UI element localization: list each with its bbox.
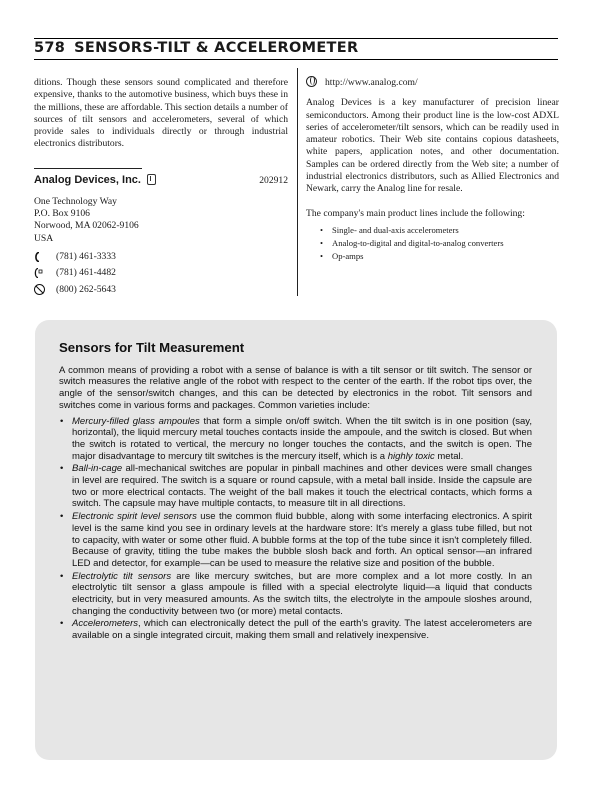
sidebar-content (59, 342, 532, 643)
vendor-rule (34, 168, 142, 169)
item-term: Accelerometers (72, 618, 138, 630)
toll-free-contact (34, 284, 288, 296)
item-term: Electrolytic tilt sensors (72, 570, 172, 582)
fax-contact (34, 267, 288, 279)
item-emphasis: highly toxic (387, 450, 435, 462)
list-item: • Single- and dual-axis accelerometers (332, 224, 559, 237)
website-url[interactable]: http://www.analog.com/ (325, 77, 418, 88)
address-line: USA (34, 232, 54, 244)
phone-icon (34, 252, 56, 262)
list-item: • Accelerometers, which can electronically detect the pull of the earth's gravity. The latest accelerometers are available on a single integrated circuit, making them small and relatively inexpensive. (72, 618, 532, 641)
globe-icon (306, 76, 317, 87)
website-line (306, 77, 559, 89)
address-line: Norwood, MA 02062-9106 (34, 220, 139, 232)
list-item: • Ball-in-cage all-mechanical switches are popular in pinball machines and other devices were small changes in level are required. The switch is a square or round capsule, with a metal ball inside. Inside the capsule are two or more electrical contacts. The weight of the ball makes it touch the electrical contacts, which forms a switch. The capsule may have multiple contacts, to measure tilt in all directions. (72, 463, 532, 510)
list-item: • Electronic spirit level sensors use the common fluid bubble, along with some interfacing electronics. A spirit level is the same kind you see in ordinary levels at the hardware store: It's merely a glass tube filled, but not to capacity, with water or some other fluid. A bubble forms at the top of the tube since it isn't completely filled. Because of gravity, titling the tube makes the bubble slosh back and forth. An optical sensor—an infrared LED and detector, for example—can be used to measure the relative size and position of the bubble. (72, 511, 532, 570)
header-bottom-rule (34, 59, 558, 60)
list-item: • Op-amps (332, 250, 559, 263)
left-column (34, 77, 288, 296)
list-item: • Electrolytic tilt sensors are like mercury switches, but are more complex and a lot more costly. In an electrolytic tilt sensor a glass ampoule is filled with a special electrolyte liquid—a liquid that conducts electricity, but in very measured amounts. As the switch tilts, the electrolyte in the ampoule sloshes around, changing the conductivity between two (or more) metal contacts. (72, 571, 532, 618)
building-icon (147, 174, 156, 185)
vendor-address (34, 196, 288, 245)
toll-free-icon (34, 284, 45, 295)
phone-number: (781) 461-3333 (56, 250, 116, 262)
sidebar-title: Sensors for Tilt Measurement (59, 340, 245, 355)
item-term: Electronic spirit level sensors (72, 511, 197, 523)
sidebar-box (35, 320, 557, 760)
vendor-code: 202912 (259, 174, 288, 186)
header-title-line (34, 40, 358, 56)
intro-paragraph: ditions. Though these sensors sound complicated and therefore expensive, thanks to the automotive business, which buys these in the millions, these are affordable. This section details a number of sources of tilt sensors and accelerometers, several of which provide sales to individuals directly or through industrial electronics distributors. (34, 77, 288, 150)
sidebar-intro: A common means of providing a robot with a sense of balance is with a tilt sensor or tilt switch. The sensor or switch measures the relative angle of the robot with respect to the center of the earth. If the robot tips over, the angle of the sensor/switch changes, and this can be detected by electronics in the robot. Tilt sensors and switches come in various forms and packages. Common varieties include: (59, 364, 532, 411)
vendor-name: Analog Devices, Inc. (34, 173, 141, 186)
right-column (306, 77, 559, 263)
address-line: One Technology Way (34, 195, 117, 207)
item-term: Ball-in-cage (72, 463, 123, 475)
item-term: Mercury-filled glass ampoules (72, 415, 200, 427)
products-intro: The company's main product lines include the following: (306, 207, 525, 219)
vendor-heading (34, 174, 288, 188)
toll-free-number: (800) 262-5643 (56, 283, 116, 295)
company-description: Analog Devices is a key manufacturer of precision linear semiconductors. Among their product line is the low-cost ADXL series of accelerometer/tilt sensors, which can be readily used in amateur robotics. Their Web site contains copious datasheets, white papers, application notes, and other documentation. Samples can be ordered directly from the Web site; a number of industrial electronics distributors, such as Allied Electronics and Newark, carry the Analog line for resale. (306, 97, 559, 195)
page-number: 578 (34, 40, 66, 56)
column-divider (297, 68, 298, 296)
fax-icon (34, 268, 56, 278)
list-item: • Analog-to-digital and digital-to-analog converters (332, 237, 559, 250)
fax-number: (781) 461-4482 (56, 267, 116, 279)
product-list (306, 224, 559, 263)
section-title: SENSORS-TILT & ACCELEROMETER (74, 40, 359, 56)
list-item: • Mercury-filled glass ampoules that form a simple on/off switch. When the tilt switch is in one position (say, horizontal), the liquid mercury metal touches contacts inside the ampoule, and the switch is closed. But when the switch is rotated to vertical, the mercury no longer touches the contacts, and the switch is open. The major disadvantage to mercury tilt switches is the mercury itself, which is a highly toxic metal. (72, 416, 532, 463)
phone-contact (34, 251, 288, 263)
address-line: P.O. Box 9106 (34, 208, 90, 220)
varieties-list (59, 416, 532, 642)
header-top-rule (34, 38, 558, 39)
